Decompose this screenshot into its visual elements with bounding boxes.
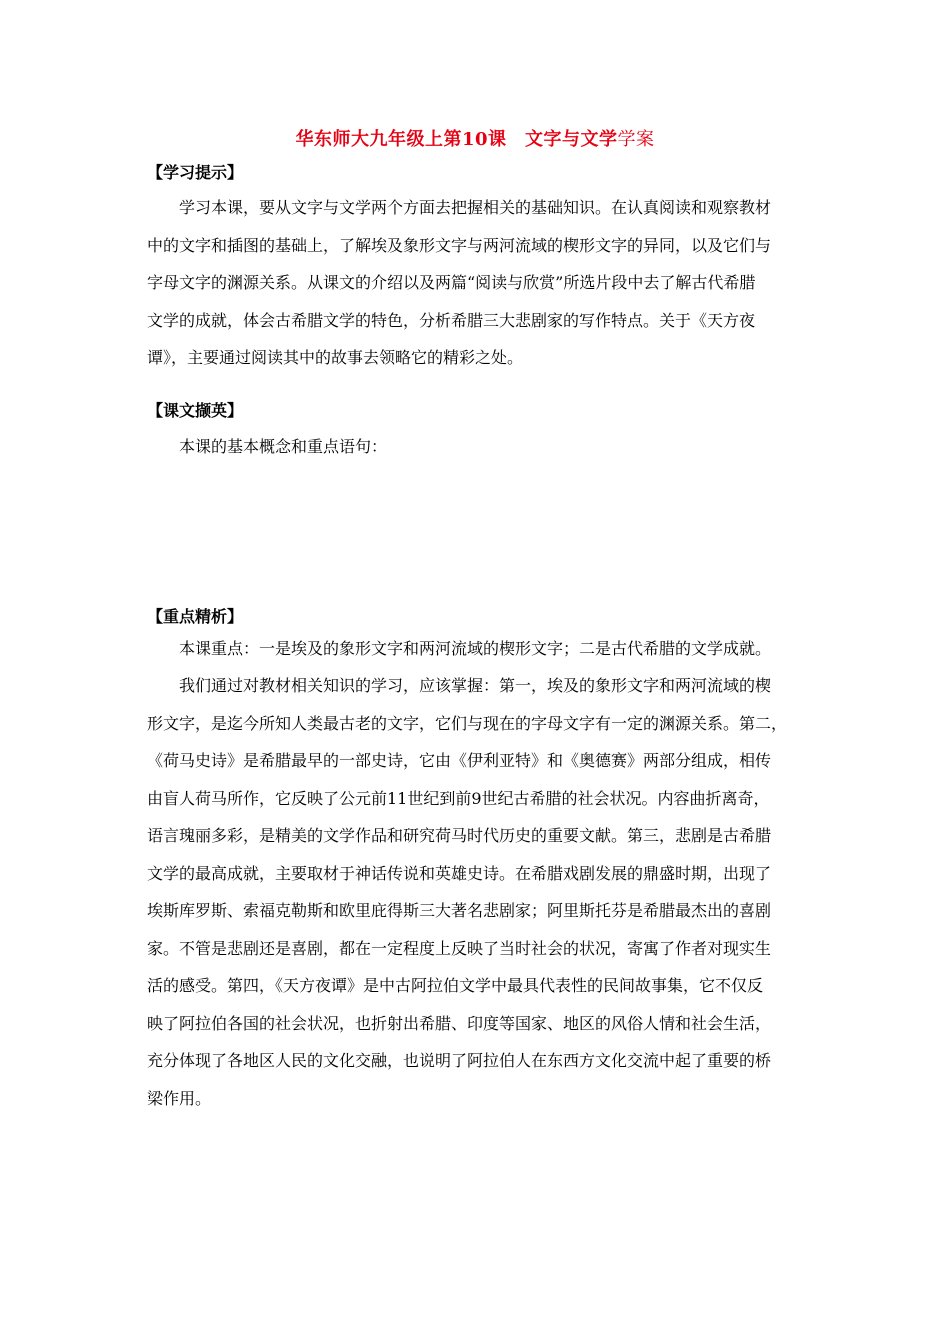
tips-line: 字母文字的渊源关系。从课文的介绍以及两篇“阅读与欣赏”所选片段中去了解古代希腊 — [147, 273, 756, 292]
excerpt-line: 本课的基本概念和重点语句： — [179, 437, 388, 456]
analysis-line: 语言瑰丽多彩，是精美的文学作品和研究荷马时代历史的重要文献。第三，悲剧是古希腊 — [147, 826, 772, 845]
section-heading-excerpt: 【课文撷英】 — [147, 401, 244, 420]
tips-line: 文学的成就，体会古希腊文学的特色，分析希腊三大悲剧家的写作特点。关于《天方夜 — [147, 310, 756, 330]
analysis-line: 《荷马史诗》是希腊最早的一部史诗，它由《伊利亚特》和《奥德赛》两部分组成，相传 — [147, 751, 772, 770]
analysis-paragraph — [147, 667, 807, 1117]
tips-paragraph — [147, 189, 807, 377]
section-heading-analysis: 【重点精析】 — [147, 607, 244, 626]
analysis-line: 由盲人荷马所作，它反映了公元前11世纪到前9世纪古希腊的社会状况。内容曲折离奇， — [147, 788, 770, 808]
analysis-line: 家。不管是悲剧还是喜剧，都在一定程度上反映了当时社会的状况，寄寓了作者对现实生 — [147, 938, 772, 958]
excerpt-paragraph — [147, 428, 807, 466]
tips-line: 谭》，主要通过阅读其中的故事去领略它的精彩之处。 — [147, 348, 524, 367]
page-title-main: 华东师大九年级上第10课 文字与文学 — [295, 129, 618, 150]
analysis-focus-paragraph — [147, 630, 807, 668]
analysis-line: 文学的最高成就，主要取材于神话传说和英雄史诗。在希腊戏剧发展的鼎盛时期，出现了 — [147, 863, 772, 883]
page-title — [0, 125, 950, 151]
analysis-line: 形文字，是迄今所知人类最古老的文字，它们与现在的字母文字有一定的渊源关系。第二， — [147, 713, 788, 733]
tips-line: 中的文字和插图的基础上，了解埃及象形文字与两河流域的楔形文字的异同，以及它们与 — [147, 235, 772, 255]
section-heading-tips: 【学习提示】 — [147, 163, 244, 182]
analysis-line: 映了阿拉伯各国的社会状况，也折射出希腊、印度等国家、地区的风俗人情和社会生活， — [147, 1013, 772, 1033]
analysis-line: 我们通过对教材相关知识的学习，应该掌握：第一，埃及的象形文字和两河流域的楔 — [179, 676, 772, 695]
tips-line: 学习本课，要从文字与文学两个方面去把握相关的基础知识。在认真阅读和观察教材 — [179, 198, 772, 217]
page-title-suffix: 学案 — [617, 129, 655, 150]
analysis-focus-line: 本课重点：一是埃及的象形文字和两河流域的楔形文字；二是古代希腊的文学成就。 — [179, 639, 772, 658]
analysis-line: 充分体现了各地区人民的文化交融，也说明了阿拉伯人在东西方文化交流中起了重要的桥 — [147, 1051, 772, 1070]
analysis-line: 梁作用。 — [147, 1088, 212, 1108]
analysis-line: 埃斯库罗斯、索福克勒斯和欧里庇得斯三大著名悲剧家；阿里斯托芬是希腊最杰出的喜剧 — [147, 901, 772, 920]
analysis-line: 活的感受。第四，《天方夜谭》是中古阿拉伯文学中最具代表性的民间故事集，它不仅反 — [147, 976, 764, 995]
